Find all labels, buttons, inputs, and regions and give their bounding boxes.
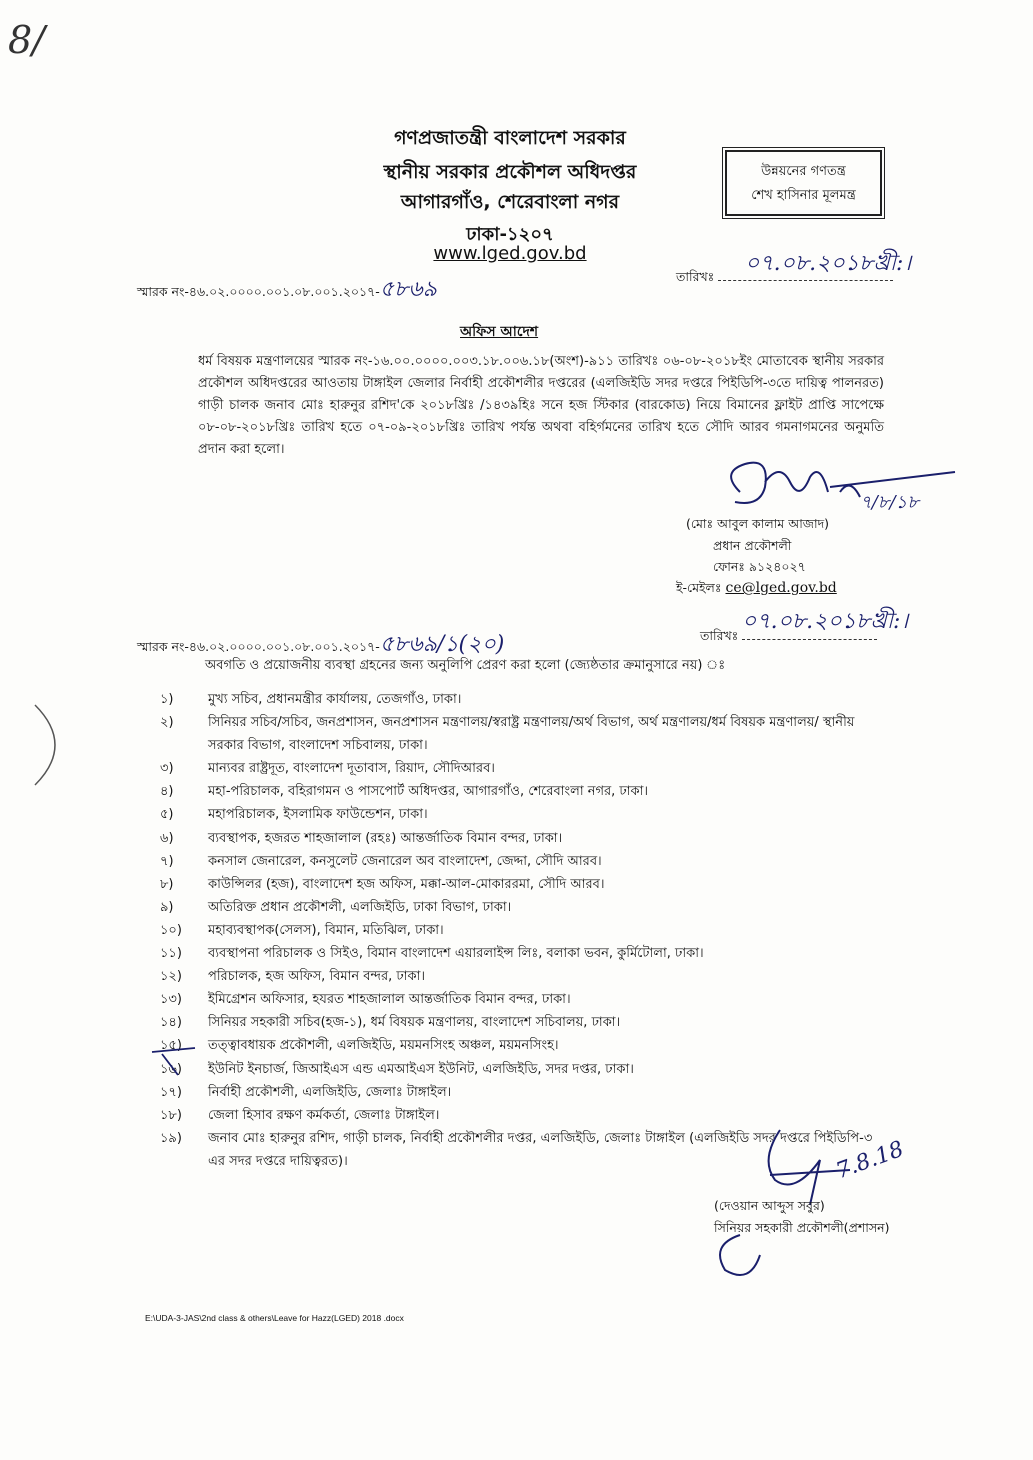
- item-number: ১৮): [160, 1107, 182, 1123]
- item-text: ব্যবস্থাপক, হজরত শাহজালাল (রহঃ) আন্তর্জাতিক বিমান বন্দর, ঢাকা।: [208, 830, 563, 846]
- item-number: ১৩): [160, 992, 182, 1008]
- item-number: ৩): [160, 761, 174, 777]
- item-text: সিনিয়র সহকারী সচিব(হজ-১), ধর্ম বিষয়ক মন্ত্রণালয়, বাংলাদেশ সচিবালয়, ঢাকা।: [208, 1015, 621, 1031]
- memo2-ref-handwritten: ৫৮৬৯/১(২০): [379, 632, 505, 657]
- list-item: [160, 1034, 890, 1057]
- item-text: ইমিগ্রেশন অফিসার, হযরত শাহজালাল আন্তর্জাতিক বিমান বন্দর, ঢাকা।: [208, 992, 571, 1008]
- item-number: ৭): [160, 853, 174, 869]
- item-text: মহাব্যবস্থাপক(সেলস), বিমান, মতিঝিল, ঢাকা।: [208, 922, 444, 938]
- list-item: [160, 965, 890, 988]
- signature2-date-handwritten: 7.8.18: [832, 1136, 908, 1185]
- item-text: ইউনিট ইনচার্জ, জিআইএস এন্ড এমআইএস ইউনিট, এলজিইডি, সদর দপ্তর, ঢাকা।: [208, 1061, 634, 1077]
- list-item: [160, 1058, 890, 1081]
- signatory1-phone: ফোনঃ ৯১২৪০২৭: [713, 559, 806, 574]
- list-item: [160, 827, 890, 850]
- item-text: মহা-পরিচালক, বহিরাগমন ও পাসপোর্ট অধিদপ্তর, আগারগাঁও, শেরেবাংলা নগর, ঢাকা।: [208, 784, 649, 800]
- signature1-date-handwritten: ৭/৮/১৮: [860, 492, 919, 513]
- memo1-reference: [137, 272, 437, 309]
- item-number: ৬): [160, 830, 174, 846]
- item-text: নির্বাহী প্রকৌশলী, এলজিইডি, জেলাঃ টাঙ্গাইল।: [208, 1084, 452, 1100]
- order-title: অফিস আদেশ: [460, 324, 539, 340]
- memo2-ref-prefix: স্মারক নং-৪৬.০২.০০০০.০০১.০৮.০০১.২০১৭-: [137, 639, 380, 654]
- item-text: জেলা হিসাব রক্ষণ কর্মকর্তা, জেলাঃ টাঙ্গাইল।: [208, 1107, 440, 1123]
- item-number: ১): [160, 692, 174, 707]
- list-item: [160, 803, 890, 826]
- item-number: ২): [160, 715, 174, 731]
- memo1-date-label: তারিখঃ: [676, 269, 715, 284]
- handwritten-tick-mark: [150, 1040, 200, 1080]
- memo1-date-handwritten: ০৭.০৮.২০১৮খ্রী:।: [745, 251, 912, 276]
- list-item: [160, 1011, 890, 1034]
- list-item: [160, 873, 890, 896]
- signatory1-email-label: ই-মেইলঃ: [676, 580, 726, 595]
- list-item: [160, 896, 890, 919]
- header-government: গণপ্রজাতন্ত্রী বাংলাদেশ সরকার: [394, 127, 626, 149]
- item-text: মান্যবর রাষ্ট্রদূত, বাংলাদেশ দূতাবাস, রিয়াদ, সৌদিআরব।: [208, 761, 495, 777]
- list-item: [160, 988, 890, 1011]
- item-number: ১৯): [160, 1130, 182, 1146]
- item-text: তত্ত্বাবধায়ক প্রকৌশলী, এলজিইডি, ময়মনসিংহ অঞ্চল, ময়মনসিংহ।: [208, 1038, 559, 1054]
- item-text: মহাপরিচালক, ইসলামিক ফাউন্ডেশন, ঢাকা।: [208, 807, 428, 823]
- item-text: পরিচালক, হজ অফিস, বিমান বন্দর, ঢাকা।: [208, 969, 426, 985]
- list-item: [160, 942, 890, 965]
- item-number: ৪): [160, 784, 174, 800]
- copy-intro: অবগতি ও প্রয়োজনীয় ব্যবস্থা গ্রহনের জন্য অনুলিপি প্রেরণ করা হলো (জ্যেষ্ঠতার ক্রমানুসারে নয়) ঃ: [205, 658, 726, 673]
- list-item: [160, 919, 890, 942]
- item-number: ৮): [160, 876, 174, 892]
- header-website[interactable]: www.lged.gov.bd: [433, 243, 587, 264]
- motto-line1: উন্নয়নের গণতন্ত্র: [761, 164, 846, 179]
- item-number: ১৫): [160, 1038, 182, 1054]
- item-text: কনসাল জেনারেল, কনসুলেট জেনারেল অব বাংলাদেশ, জেদ্দা, সৌদি আরব।: [208, 853, 602, 869]
- item-number: ১৬): [160, 1061, 182, 1077]
- motto-box: [725, 150, 882, 216]
- item-text: জনাব মোঃ হারুনুর রশিদ, গাড়ী চালক, নির্বাহী প্রকৌশলীর দপ্তর, এলজিইডি, জেলাঃ টাঙ্গাইল (এলজিইডি সদর দপ্তরে পিইডিপি-৩ এর সদর দপ্তরে দায়িত্বরত)।: [208, 1130, 873, 1169]
- item-number: ১০): [160, 922, 182, 938]
- signatory1-designation: প্রধান প্রকৌশলী: [713, 538, 792, 553]
- memo1-ref-handwritten: ৫৮৬৯: [379, 277, 437, 302]
- item-number: ৯): [160, 899, 174, 915]
- item-text: কাউন্সিলর (হজ), বাংলাদেশ হজ অফিস, মক্কা-আল-মোকাররমা, সৌদি আরব।: [208, 876, 605, 892]
- list-item: [160, 711, 890, 757]
- signatory1-email[interactable]: ce@lged.gov.bd: [725, 580, 837, 596]
- item-text: সিনিয়র সচিব/সচিব, জনপ্রশাসন, জনপ্রশাসন মন্ত্রণালয়/স্বরাষ্ট্র মন্ত্রণালয়/অর্থ বিভাগ, অর্থ মন্ত্রণালয়/ধর্ম বিষয়ক মন্ত্রণালয়/ স্থানীয় সরকার বিভাগ, বাংলাদেশ সচিবালয়, ঢাকা।: [208, 715, 855, 754]
- list-item: [160, 688, 890, 711]
- signatory2-name: (দেওয়ান আব্দুস সবুর): [714, 1198, 825, 1213]
- page-number-mark: 8/: [8, 18, 45, 62]
- item-number: ৫): [160, 807, 174, 823]
- item-text: মুখ্য সচিব, প্রধানমন্ত্রীর কার্যালয়, তেজগাঁও, ঢাকা।: [208, 692, 462, 707]
- signatory1-email-line: [676, 580, 837, 600]
- signature-chief-engineer: [710, 452, 960, 522]
- list-item: [160, 1081, 890, 1104]
- signatory1-name: (মোঃ আবুল কালাম আজাদ): [686, 516, 830, 531]
- item-number: ১২): [160, 969, 182, 985]
- memo2-date-handwritten: ০৭.০৮.২০১৮খ্রী:।: [742, 609, 909, 634]
- header-department: স্থানীয় সরকার প্রকৌশল অধিদপ্তর: [383, 161, 637, 183]
- file-path-footer: E:\UDA-3-JAS\2nd class & others\Leave for Hazz(LGED) 2018 .docx: [145, 1313, 404, 1323]
- item-number: ১৪): [160, 1015, 182, 1031]
- memo2-date-label: তারিখঃ: [700, 628, 739, 643]
- item-number: ১৭): [160, 1084, 182, 1100]
- order-body: ধর্ম বিষয়ক মন্ত্রণালয়ের স্মারক নং-১৬.০০.০০০০.০০৩.১৮.০০৬.১৮(অংশ)-৯১১ তারিখঃ ০৬-০৮-২০১৮ইং মোতাবেক স্থানীয় সরকার প্রকৌশল অধিদপ্তরের আওতায় টাঙ্গাইল জেলার নির্বাহী প্রকৌশলীর দপ্তরের (এলজিইডি সদর দপ্তরে পিইডিপি-৩তে দায়িত্ব পালনরত) গাড়ী চালক জনাব মোঃ হারুনুর রশিদ'কে ২০১৮খ্রিঃ /১৪৩৯হিঃ সনে হজ স্টিকার (বারকোড) নিয়ে বিমানের ফ্লাইট প্রাপ্তি সাপেক্ষে ০৮-০৮-২০১৮খ্রিঃ তারিখ হতে ০৭-০৯-২০১৮খ্রিঃ তারিখ পর্যন্ত অথবা বহির্গমনের তারিখ হতে সৌদি আরব গমনাগমনের অনুমতি প্রদান করা হলো।: [198, 354, 884, 457]
- distribution-list: [160, 688, 890, 1173]
- binder-hole-mark: [15, 700, 75, 790]
- motto-line2: শেখ হাসিনার মূলমন্ত্র: [751, 188, 856, 203]
- header-address: আগারগাঁও, শেরেবাংলা নগর: [400, 191, 620, 213]
- list-item: [160, 850, 890, 873]
- header-city: ঢাকা-১২০৭: [466, 224, 554, 245]
- memo1-ref-prefix: স্মারক নং-৪৬.০২.০০০০.০০১.০৮.০০১.২০১৭-: [137, 284, 380, 299]
- item-number: ১১): [160, 946, 182, 962]
- list-item: [160, 780, 890, 803]
- signatory2-designation: সিনিয়র সহকারী প্রকৌশলী(প্রশাসন): [714, 1220, 890, 1235]
- list-item: [160, 757, 890, 780]
- item-text: অতিরিক্ত প্রধান প্রকৌশলী, এলজিইডি, ঢাকা বিভাগ, ঢাকা।: [208, 899, 512, 915]
- item-text: ব্যবস্থাপনা পরিচালক ও সিইও, বিমান বাংলাদেশ এয়ারলাইন্স লিঃ, বলাকা ভবন, কুর্মিটোলা, ঢাকা।: [208, 946, 704, 962]
